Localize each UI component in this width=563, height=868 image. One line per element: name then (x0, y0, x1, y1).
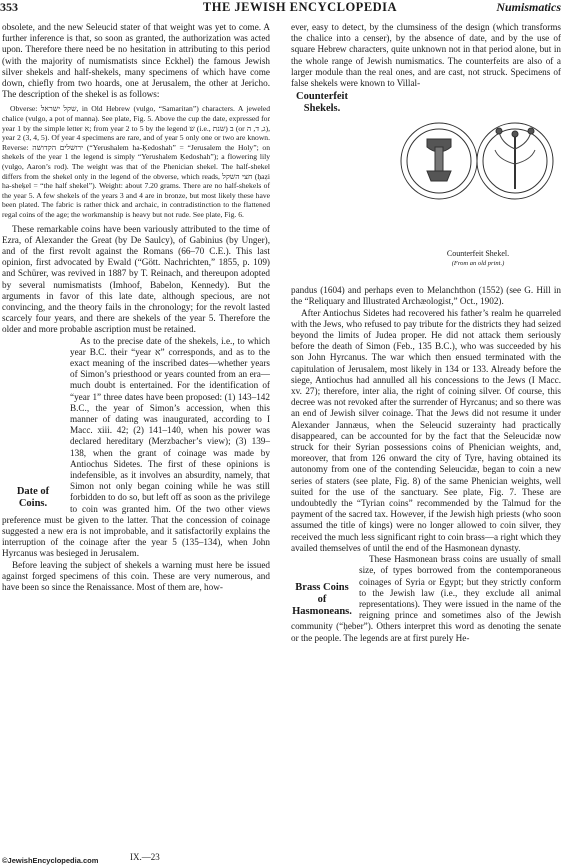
paragraph: As to the precise date of the shekels, i.e., to which year B.C. their “year א” corresponds, and as to the exact meaning of the inscribed dates—whether years of Simon’s priesthood or years counted from an era—much doubt is entertained. For the identification of “year 1” three dates have been proposed: (1) 143–142 B.C., the year of Simon’s accession, when this manner of dating was inaugurated, according to I Macc. xiii. 42; (2) 141–140, when his power was declared hereditary (Merzbacher’s view); (3) 139–138, when the grant of coinage was made by Antiochus Sidetes. The first of these opinions is indefensible, as it involves an absurdity, namely, that Simon not only began coining while he was still forbidden to do so, but left off as soon as the privilege to coin was granted him. Of the two other views preference must be given to the latter. That the concession of coinage suggested a new era is not improbable, and it satisfactorily explains the interruption of the coinage after the year 5 (135–134), when John Hyrcanus was besieged in Jerusalem. (2, 335, 270, 559)
right-column (291, 22, 561, 644)
obverse-coin (401, 123, 477, 199)
shekel-description: Obverse: שקל ישראל, in Old Hebrew (vulgo, “Samaritan”) characters. A jeweled chalice (vulgo, a pot of manna). See plate, Fig. 5. Above the cup the date, expressed for year 1 by the simple letter א; from year 2 to 5 by the legend ש (i.e., שנת) ב (or ג, ד, ה), year 2 (3, 4, 5). Of year 4 specimens are rare, and of year 5 only one or two are known. Reverse: ירושלים הקדושה (“Yerushalem ha-Ḳedoshah” = “Jerusalem the Holy”; on shekels of the year 1 the legend is simply “Yerushalem Ḳedoshah”); a flowering lily (vulgo, Aaron’s rod). The weight was that of the Phenician shekel. The half-shekel differs from the shekel only in the legend of the obverse, which reads, חצי השקל (ḥaẓi ha-sheḳel = “the half shekel”). Weight: about 7.20 grams. There are no half-shekels of the year 5. A few shekels of the years 3 and 4 are in bronze, but most likely these have been plated. The fabric is rather thick and archaic, in contradistinction to the flattened regal coins of the age; the workmanship is heavy but not rude. See plate, Fig. 6. (2, 104, 271, 219)
sidenote-counterfeit-shekels: Counterfeit Shekels. (296, 91, 348, 115)
sidenote-date-of-coins: Date of Coins. (16, 485, 50, 509)
page-number: 353 (0, 0, 18, 14)
running-title: THE JEWISH ENCYCLOPEDIA (202, 0, 398, 14)
counterfeit-shekel-illustration (397, 89, 559, 249)
paragraph: After Antiochus Sidetes had recovered his father’s realm he quarreled with the Jews, who refused to pay tribute for the districts they had seized beyond the limits of Judea proper. He did not attack them seriously before the death of Simon (Feb., 135 B.C.), who was succeeded by his son John Hyrcanus. The war which then ensued terminated with the capitulation of Jerusalem, most likely in 134 or 133. Already before the siege, Antiochus had annulled all his concessions to the Jews (I Macc. xv. 27); therefore, inter alia, the right of coining silver. Of course, this decree was not revoked after the surrender of Hyrcanus; and so there was an end of Jewish silver coinage. That the Jews did not resume it under Alexander Jannæus, when the Seleucid suzerainty had practically disappeared, can be accounted for by the fact that the Seleucidæ now struck for their Syrian possessions coins of Phenician weights, and, moreover, that from 126 onward the city of Tyre, having obtained its autonomy from one of the contending Seleucidæ, began to coin a new series of staters (see plate, Fig. 8) of the same Phenician weights, well suited for the use of the sanctuary. See plate, Fig. 7. These are undoubtedly the “Tyrian coins” recommended by the Talmud for the payment of the sacred tax. However, if the Jewish high priests (who soon assumed the title of kings) were no longer allowed to coin silver, they received the much less significant right to coin brass—a right which they availed themselves of until the end of the Hasmonean dynasty. (291, 307, 561, 553)
caption-title: Counterfeit Shekel. (446, 249, 510, 259)
reverse-coin (477, 123, 553, 199)
counterfeit-figure (291, 89, 561, 281)
paragraph: pandus (1604) and perhaps even to Melanchthon (1552) (see G. Hill in the “Reliquary and Illustrated Archæologist,” Oct., 1902). (291, 285, 561, 307)
figure-caption (397, 249, 559, 269)
section-title: Numismatics (496, 0, 561, 14)
paragraph: ever, easy to detect, by the clumsiness of the design (which transforms the chalice into a censer), by the absence of date, and by the use of square Hebrew characters, quite unknown not in that period alone, but in the whole range of Jewish numismatics. The counterfeits are also of a larger module than the real ones, and are cast, not struck. Specimens of false shekels were known to Villal- (291, 22, 561, 89)
left-column (2, 22, 270, 593)
paragraph: These remarkable coins have been variously attributed to the time of Ezra, of Alexander the Great (by De Saulcy), of Gabinius (by Unger), and of the first revolt against the Romans (66–70 C.E.). This last opinion, first advocated by Ewald (“Gött. Nachrichten,” 1855, p. 109) and Schürer, was revived in 1887 by T. Reinach, and thereupon adopted by several numismatists (Imhoof, Babelon, Kennedy). But the arguments in favor of this late date, although specious, are not convincing, and the theory fails in the chronology; for the revolt lasted scarcely four years, and there are shekels of the year 5. Therefore the older and more probable ascription must be retained. (2, 223, 270, 335)
paragraph: These Hasmonean brass coins are usually of small size, of types borrowed from the contemporaneous coinages of Syria or Egypt; but they strictly conform to the Jewish law (i.e., they exclude all animal representations). They were issued in the name of the reigning prince and sometimes also of the Jewish community (“ḥeber”). Others interpret this word as denoting the senate or the people. The legends are at first purely He- (291, 554, 561, 643)
caption-source: (From an old print.) (451, 260, 505, 268)
watermark: ©JewishEncyclopedia.com (2, 856, 99, 865)
sidenote-brass-coins: Brass Coins of Hasmoneans. (292, 582, 352, 618)
page-header (0, 0, 563, 18)
paragraph: Before leaving the subject of shekels a warning must here be issued against forged specimens of this coin. These are very numerous, and have been so since the Renaissance. Most of them are, how- (2, 559, 270, 593)
paragraph: obsolete, and the new Seleucid stater of that weight was yet to come. A further inference is that, so soon as granted, the authorization was acted upon. Therefore there need be no hesitation in attributing to this period (with the majority of numismatists since Eckhel) the famous Jewish silver shekels and half-shekels, many specimens of which have come down, chiefly from two hoards, one at Jerusalem, the other at Jericho. The description of the shekel is as follows: (2, 22, 270, 100)
signature-mark: IX.—23 (130, 852, 160, 862)
